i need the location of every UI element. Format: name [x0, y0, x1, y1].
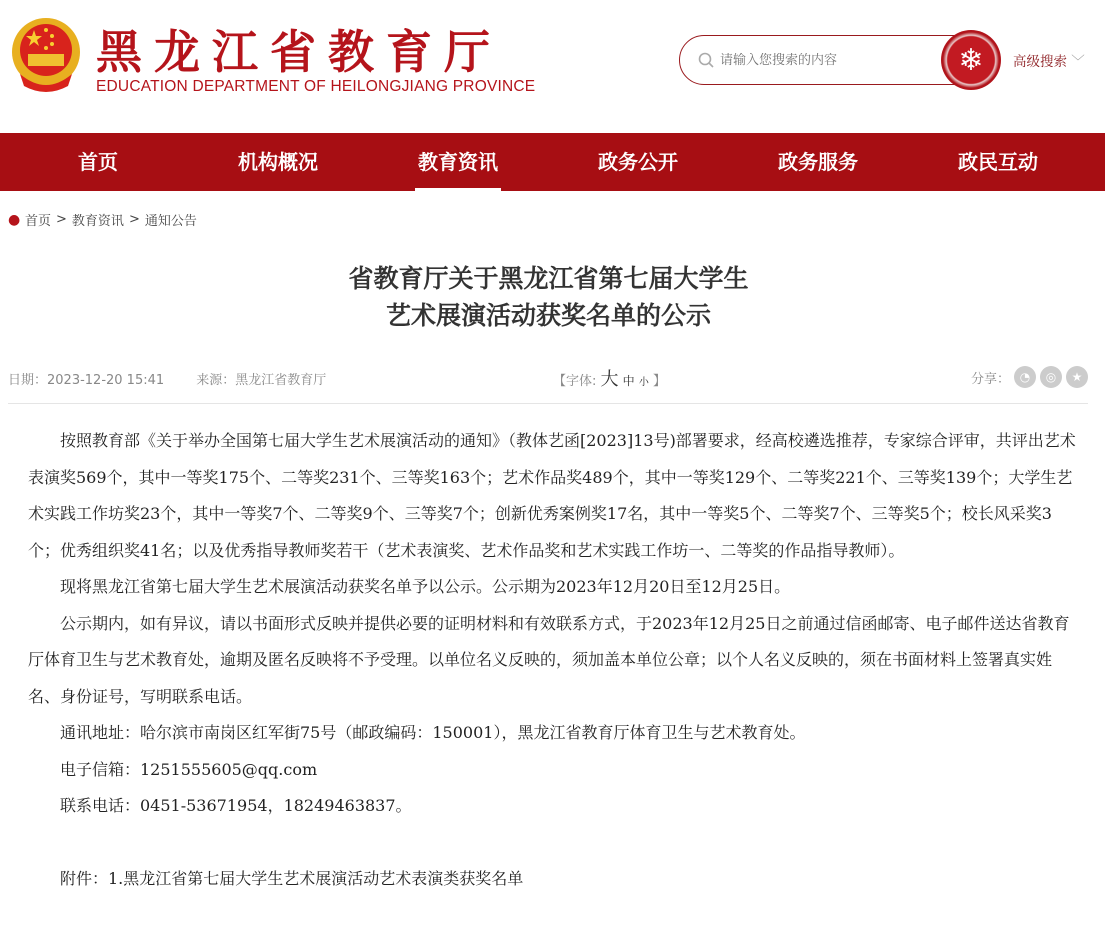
site-name: 黑龙江省教育厅 — [96, 25, 502, 79]
title-line: 省教育厅关于黑龙江省第七届大学生 — [348, 264, 749, 293]
search-input[interactable] — [720, 53, 920, 68]
publish-date: 日期：2023-12-20 15:41 — [8, 373, 165, 388]
wechat-icon[interactable]: ◔ — [1014, 366, 1036, 388]
search-box[interactable] — [679, 35, 979, 85]
breadcrumb-home[interactable]: 首页 — [25, 214, 52, 229]
article-title — [0, 260, 1097, 334]
weibo-icon[interactable]: ◎ — [1040, 366, 1062, 388]
font-size-switcher — [553, 365, 666, 391]
font-mid-button[interactable]: 中 — [622, 374, 635, 388]
font-big-button[interactable]: 大 — [600, 369, 619, 390]
nav-interaction[interactable]: 政民互动 — [958, 150, 1038, 174]
breadcrumb-notices[interactable]: 通知公告 — [144, 214, 197, 229]
article-source: 来源：黑龙江省教育厅 — [196, 373, 327, 388]
font-label-close: 】 — [652, 374, 666, 389]
article-meta — [8, 369, 1088, 388]
breadcrumb — [8, 210, 197, 229]
favorite-star-icon[interactable]: ★ — [1066, 366, 1088, 388]
breadcrumb-separator: > — [128, 212, 140, 227]
font-label: 【字体: — [553, 374, 597, 389]
nav-home[interactable]: 首页 — [78, 150, 118, 174]
advanced-search-label: 高级搜索 — [1013, 54, 1067, 70]
nav-news[interactable]: 教育资讯 — [368, 133, 548, 191]
main-nav — [0, 133, 1105, 191]
paragraph: 按照教育部《关于举办全国第七届大学生艺术展演活动的通知》（教体艺函[2023]13号)部署要求，经高校遴选推荐，专家综合评审，共评出艺术表演奖569个，其中一等奖175个、二等奖231个、三等奖163个；艺术作品奖489个，其中一等奖129个、二等奖221个、三等奖139个；大学生艺术实践工作坊奖23个，其中一等奖7个、二等奖9个、三等奖7个；创新优秀案例奖17名，其中一等奖5个、二等奖7个、三等奖5个；校长风采奖3个；优秀组织奖41名；以及优秀指导教师奖若干（艺术表演奖、艺术作品奖和艺术实践工作坊一、二等奖的作品指导教师）。 — [28, 431, 1076, 560]
search-button[interactable] — [941, 30, 1001, 90]
snowflake-icon: ❄ — [958, 42, 984, 78]
title-line: 艺术展演活动获奖名单的公示 — [385, 301, 711, 330]
advanced-search-link[interactable] — [1013, 50, 1085, 70]
nav-about[interactable]: 机构概况 — [238, 150, 318, 174]
share-bar — [971, 366, 1088, 388]
paragraph: 公示期内，如有异议，请以书面形式反映并提供必要的证明材料和有效联系方式，于2023年12月25日之前通过信函邮寄、电子邮件送达省教育厅体育卫生与艺术教育处，逾期及匿名反映将不予受理。以单位名义反映的，须加盖本单位公章；以个人名义反映的，须在书面材料上签署真实姓名、身份证号，写明联系电话。 — [28, 613, 1070, 706]
attachment-link[interactable]: 附件：1.黑龙江省第七届大学生艺术展演活动艺术表演类获奖名单 — [60, 868, 524, 888]
breadcrumb-news[interactable]: 教育资讯 — [71, 214, 124, 229]
search-icon — [698, 52, 714, 68]
paragraph: 联系电话：0451-53671954，18249463837。 — [60, 796, 412, 815]
nav-gov-info[interactable]: 政务公开 — [598, 150, 678, 174]
breadcrumb-separator: > — [56, 212, 67, 227]
share-label: 分享： — [970, 371, 1010, 387]
chevron-down-icon: ﹀ — [1071, 54, 1085, 70]
font-small-button[interactable]: 小 — [638, 377, 649, 388]
paragraph: 通讯地址：哈尔滨市南岗区红军街75号（邮政编码：150001），黑龙江省教育厅体育卫生与艺术教育处。 — [60, 723, 806, 742]
national-emblem-icon — [10, 16, 82, 92]
nav-gov-service[interactable]: 政务服务 — [778, 150, 858, 174]
site-name-en: EDUCATION DEPARTMENT OF HEILONGJIANG PROVINCE — [96, 78, 536, 95]
paragraph: 电子信箱：1251555605@qq.com — [60, 759, 318, 779]
article-body — [28, 423, 1078, 897]
site-header — [0, 0, 1105, 133]
location-pin-icon: ● — [8, 211, 21, 228]
divider — [8, 403, 1088, 404]
paragraph: 现将黑龙江省第七届大学生艺术展演活动获奖名单予以公示。公示期为2023年12月20日至12月25日。 — [60, 577, 791, 596]
